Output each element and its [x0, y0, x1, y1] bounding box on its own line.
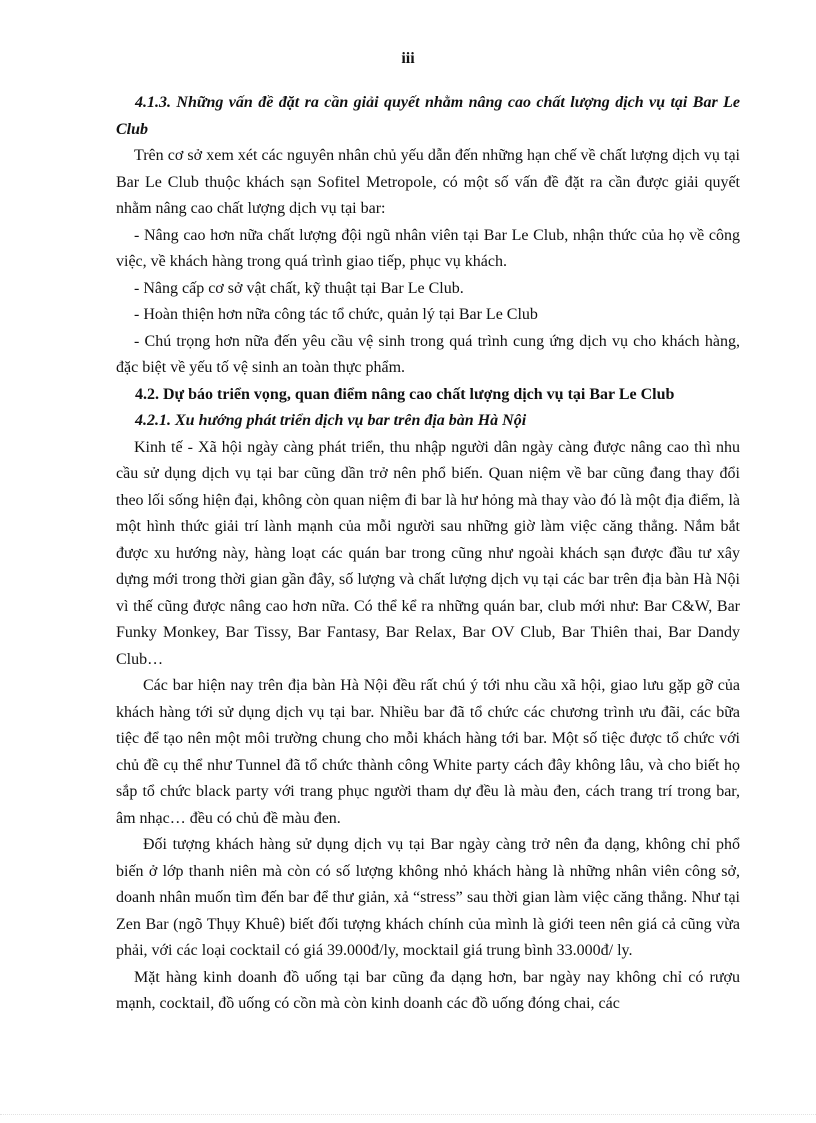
paragraph-intro: Trên cơ sở xem xét các nguyên nhân chủ yếu dẫn đến những hạn chế về chất lượng dịch vụ tại Bar Le Club thuộc khách sạn Sofitel Metropole, có một số vấn đề đặt ra cần được giải quyết nhằm nâng cao chất lượng dịch vụ tại bar: — [116, 147, 740, 217]
paragraph-customers: Đối tượng khách hàng sử dụng dịch vụ tại Bar ngày càng trở nên đa dạng, không chỉ phổ biến ở lớp thanh niên mà còn có số lượng không nhỏ khách hàng là những nhân viên công sở, doanh nhân muốn tìm đến bar để thư giản, xả “stress” sau thời gian làm việc căng thẳng. Như tại Zen Bar (ngõ Thụy Khuê) biết đối tượng khách chính của mình là giới teen nên giá cả cũng vừa phải, với các loại cocktail có giá 39.000đ/ly, mocktail giá trung bình 33.000đ/ ly. — [116, 836, 740, 959]
list-item: - Hoàn thiện hơn nữa công tác tổ chức, quản lý tại Bar Le Club — [134, 306, 538, 323]
list-item: - Nâng cao hơn nữa chất lượng đội ngũ nhân viên tại Bar Le Club, nhận thức của họ về công việc, về khách hàng trong quá trình giao tiếp, phục vụ khách. — [116, 226, 740, 270]
paragraph-trend: Kinh tế - Xã hội ngày càng phát triển, thu nhập người dân ngày càng được nâng cao thì nhu cầu sử dụng dịch vụ tại bar cũng dần trở nên phổ biến. Quan niệm về bar cũng đang thay đổi theo lối sống hiện đại, không còn quan niệm đi bar là hư hỏng mà thay vào đó là một địa điểm, là một hình thức giải trí lành mạnh của mỗi người sau những giờ làm việc căng thẳng. Nắm bắt được xu hướng này, hàng loạt các quán bar trong cũng như ngoài khách sạn được đầu tư xây dựng mới trong thời gian gần đây, số lượng và chất lượng dịch vụ tại các bar trên địa bàn Hà Nội vì thế cũng được nâng cao hơn nữa. Có thể kể ra những quán bar, club mới như: Bar C&W, Bar Funky Monkey, Bar Tissy, Bar Fantasy, Bar Relax, Bar OV Club, Bar Thiên thai, Bar Dandy Club… — [116, 438, 740, 668]
page-number: iii — [401, 50, 415, 67]
list-item: - Chú trọng hơn nữa đến yêu cầu vệ sinh trong quá trình cung ứng dịch vụ cho khách hàng, đặc biệt về yếu tố vệ sinh an toàn thực phẩm. — [116, 332, 740, 376]
section-heading-4-1-3: 4.1.3. Những vấn đề đặt ra cần giải quyết nhằm nâng cao chất lượng dịch vụ tại Bar Le Club — [116, 94, 740, 138]
section-heading-4-2-1: 4.2.1. Xu hướng phát triển dịch vụ bar trên địa bàn Hà Nội — [135, 412, 527, 429]
document-body — [116, 90, 740, 1018]
section-heading-4-2: 4.2. Dự báo triển vọng, quan điểm nâng cao chất lượng dịch vụ tại Bar Le Club — [135, 385, 675, 403]
paragraph-products: Mặt hàng kinh doanh đồ uống tại bar cũng đa dạng hơn, bar ngày nay không chỉ có rượu mạnh, cocktail, đồ uống có cồn mà còn kinh doanh các đồ uống đóng chai, các — [116, 968, 740, 1012]
footer-divider — [0, 1114, 816, 1115]
list-item: - Nâng cấp cơ sở vật chất, kỹ thuật tại Bar Le Club. — [134, 279, 464, 297]
paragraph-events: Các bar hiện nay trên địa bàn Hà Nội đều rất chú ý tới nhu cầu xã hội, giao lưu gặp gỡ của khách hàng tới sử dụng dịch vụ tại bar. Nhiều bar đã tổ chức các chương trình ưu đãi, các bữa tiệc để tạo nên một môi trường chung cho mỗi khách hàng tới bar. Một số tiệc được tổ chức với chủ đề cụ thể như Tunnel đã tổ chức thành công White party cách đây không lâu, và cho biết họ sắp tổ chức black party với trang phục người tham dự đều là màu đen, cách trang trí trong bar, âm nhạc… đều có chủ đề màu đen. — [116, 677, 740, 827]
